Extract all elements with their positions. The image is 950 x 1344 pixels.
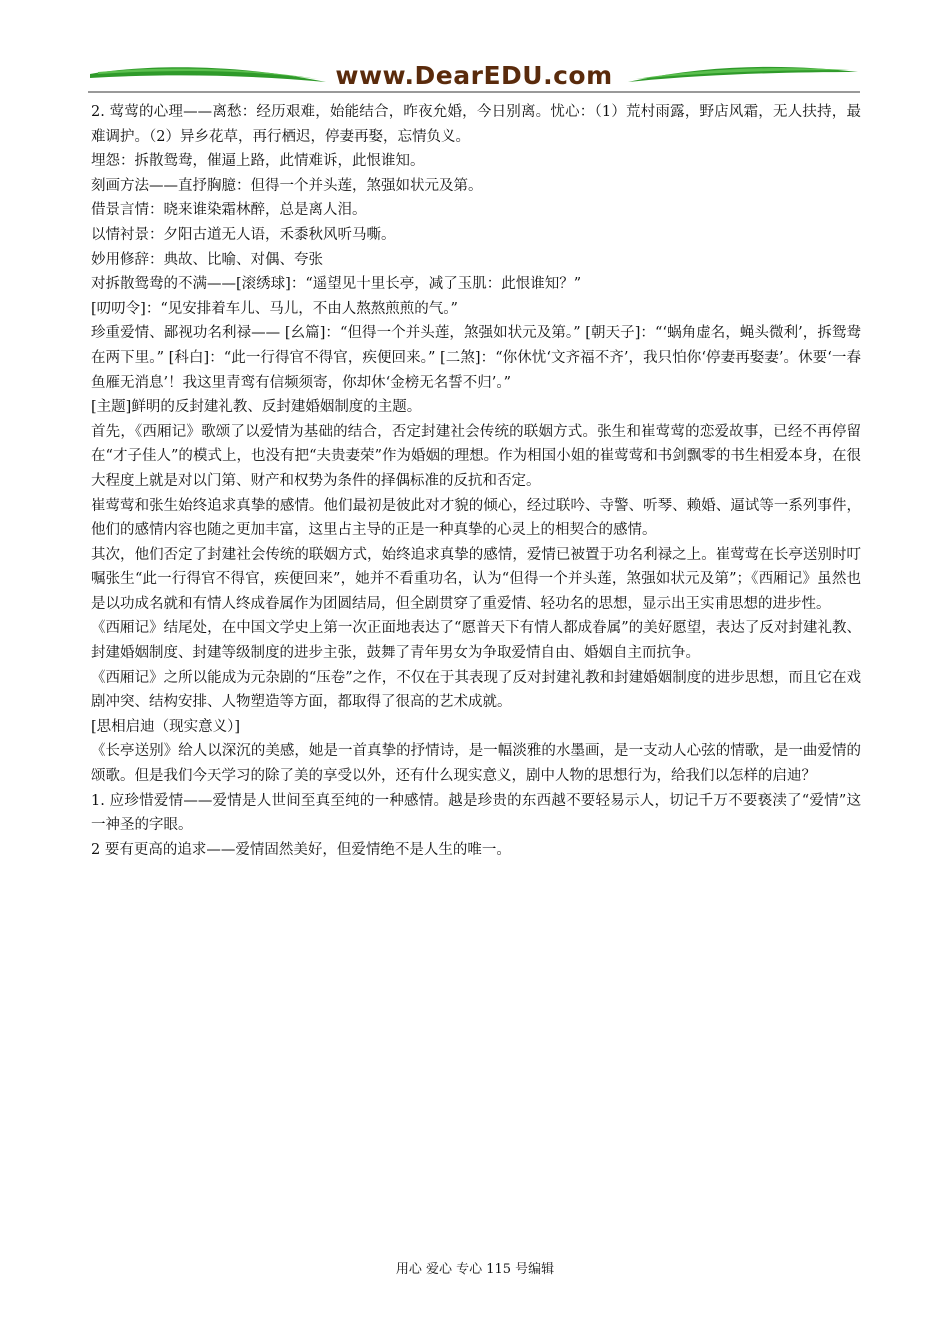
paragraph-second: 其次，他们否定了封建社会传统的联姻方式，始终追求真挚的感情，爱情已被置于功名利禄之上。崔莺莺在长亭送别时叮嘱张生“此一行得官不得官，疾便回来”，她并不看重功名，认为“但得一个并头莲，煞强如状元及第”；《西厢记》虽然也是以功成名就和有情人终成眷属作为团圆结局，但全剧贯穿了重爱情、轻功名的思想，显示出王实甫思想的进步性。 (91, 546, 861, 612)
paragraph-depiction-method: 刻画方法——直抒胸臆：但得一个并头莲，煞强如状元及第。 (91, 177, 483, 194)
paragraph-cherish-love: 珍重爱情、鄙视功名利禄—— [幺篇]：“但得一个并头莲，煞强如状元及第。” [朝天子]：“‘蜗角虚名，蝇头微利’，拆鸳鸯在两下里。” [科白]：“此一行得官不得官，疾便回来。” [二煞]：“你休忧‘文齐福不齐’，我只怕你‘停妻再娶妻’。休要‘一春鱼雁无消息’！我这里青鸾有信频须寄，你却休‘金榜无名誓不归’。” (91, 325, 861, 391)
paragraph-point-1: 1. 应珍惜爱情——爱情是人世间至真至纯的一种感情。越是珍贵的东西越不要轻易示人，切记千万不要亵渎了“爱情”这一神圣的字眼。 (91, 792, 861, 834)
paragraph-first: 首先，《西厢记》歌颂了以爱情为基础的结合，否定封建社会传统的联姻方式。张生和崔莺莺的恋爱故事，已经不再停留在“才子佳人”的模式上，也没有把“夫贵妻荣”作为婚姻的理想。作为相国小姐的崔莺莺和书剑飘零的书生相爱本身，在很大程度上就是对以门第、财产和权势为条件的择偶标准的反抗和否定。 (91, 423, 861, 489)
document-body (91, 100, 861, 862)
paragraph-rhetoric: 妙用修辞：典故、比喻、对偶、夸张 (91, 251, 323, 268)
paragraph-daodaoling: [叨叨令]：“见安排着车儿、马儿，不由人熬熬煎煎的气。” (91, 300, 458, 317)
site-logo-text: www.DearEDU.com (335, 61, 613, 90)
paragraph-sincere-feeling: 崔莺莺和张生始终追求真挚的感情。他们最初是彼此对才貌的倾心，经过联吟、寺警、听琴、赖婚、逼试等一系列事件，他们的感情内容也随之更加丰富，这里占主导的正是一种真挚的心灵上的相契合的感情。 (91, 497, 861, 539)
paragraph-masterpiece: 《西厢记》之所以能成为元杂剧的“压卷”之作，不仅在于其表现了反对封建礼教和封建婚姻制度的进步思想，而且它在戏剧冲突、结构安排、人物塑造等方面，都取得了很高的艺术成就。 (91, 669, 861, 711)
section-heading-inspiration: [思相启迪（现实意义）] (91, 718, 241, 735)
paragraph-point-2: 2 要有更高的追求——爱情固然美好，但爱情绝不是人生的唯一。 (91, 841, 511, 858)
page-footer: 用心 爱心 专心 115 号编辑 (395, 1262, 555, 1277)
paragraph-theme: [主题]鲜明的反封建礼教、反封建婚姻制度的主题。 (91, 399, 422, 416)
page-header (88, 60, 860, 96)
paragraph-emotion-scene: 以情衬景：夕阳古道无人语，禾黍秋风听马嘶。 (91, 226, 396, 243)
paragraph-scene-emotion: 借景言情：晓来谁染霜林醉，总是离人泪。 (91, 202, 367, 219)
paragraph-yingying-psychology: 2. 莺莺的心理——离愁：经历艰难，始能结合，昨夜允婚，今日别离。忧心：（1）荒村雨露，野店风霜，无人扶持，最难调护。（2）异乡花草，再行栖迟，停妻再娶，忘情负义。 (91, 104, 861, 145)
paragraph-farewell: 《长亭送别》给人以深沉的美感，她是一首真挚的抒情诗，是一幅淡雅的水墨画，是一支动人心弦的情歌，是一曲爱情的颂歌。但是我们今天学习的除了美的享受以外，还有什么现实意义，剧中人物的思想行为，给我们以怎样的启迪？ (91, 743, 861, 785)
paragraph-gunxiuqiu: 对拆散鸳鸯的不满——[滚绣球]：“遥望见十里长亭，减了玉肌：此恨谁知？” (91, 276, 582, 293)
paragraph-complaint: 埋怨：拆散鸳鸯，催逼上路，此情难诉，此恨谁知。 (91, 153, 425, 170)
paragraph-ending: 《西厢记》结尾处，在中国文学史上第一次正面地表达了“愿普天下有情人都成眷属”的美好愿望，表达了反对封建礼教、封建婚姻制度、封建等级制度的进步主张，鼓舞了青年男女为争取爱情自由、婚姻自主而抗争。 (91, 620, 861, 662)
